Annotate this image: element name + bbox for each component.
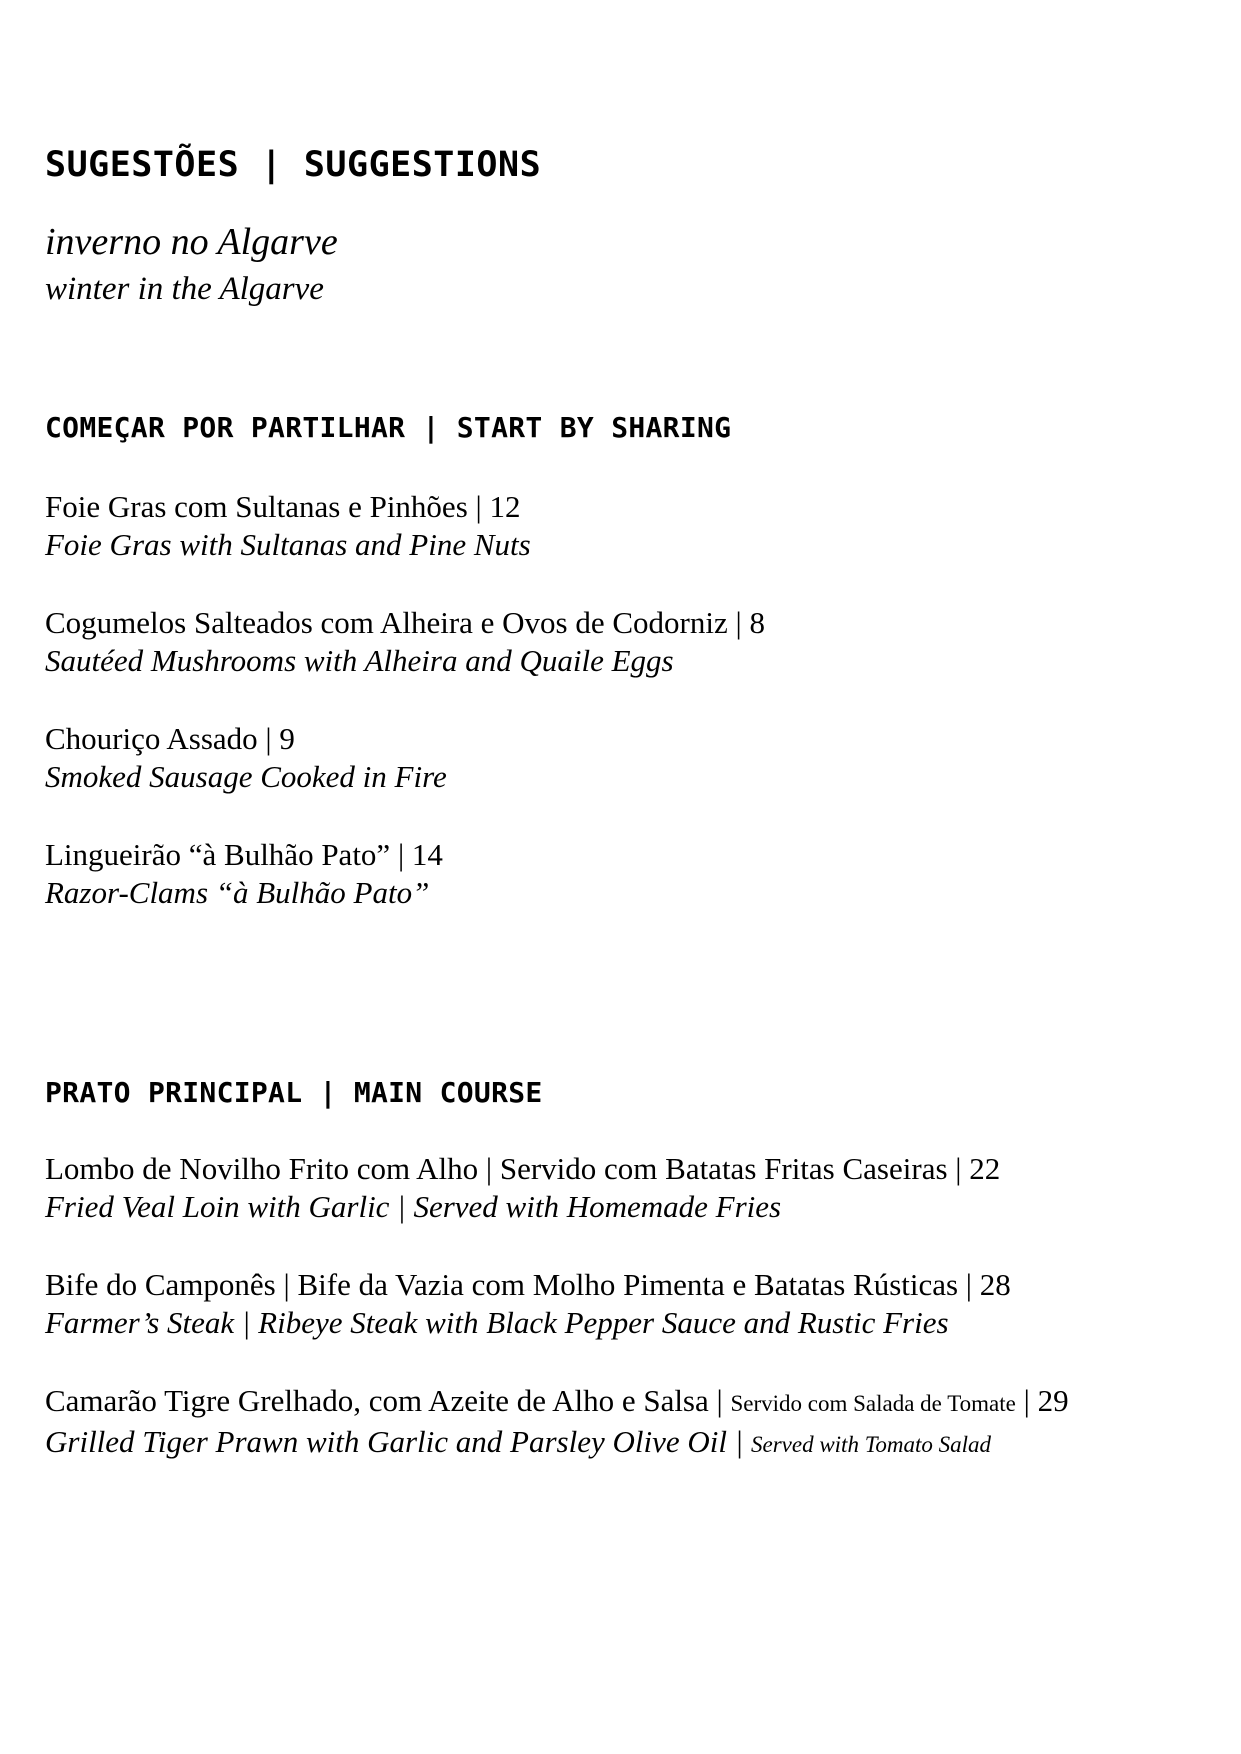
dish-name-pt: Lingueirão “à Bulhão Pato” | 14: [45, 837, 443, 872]
dish-name-en: Fried Veal Loin with Garlic | Served with Homemade Fries: [45, 1189, 782, 1224]
subtitle-english: winter in the Algarve: [45, 271, 324, 307]
dish-name-pt: Cogumelos Salteados com Alheira e Ovos de Codorniz | 8: [45, 605, 765, 640]
menu-item: [45, 1382, 1069, 1464]
menu-item: [45, 604, 765, 680]
dish-name-pt: Chouriço Assado | 9: [45, 721, 295, 756]
dish-name-pt: Bife do Camponês | Bife da Vazia com Molho Pimenta e Batatas Rústicas | 28: [45, 1267, 1011, 1302]
dish-main-pt: Camarão Tigre Grelhado, com Azeite de Alho e Salsa |: [45, 1383, 723, 1418]
dish-main-en: Grilled Tiger Prawn with Garlic and Parsley Olive Oil |: [45, 1424, 744, 1459]
dish-name-pt: [45, 1382, 1069, 1423]
menu-item: [45, 1266, 1011, 1342]
dish-note-pt: Servido com Salada de Tomate: [730, 1391, 1016, 1416]
menu-item: [45, 1150, 1000, 1226]
dish-name-en: [45, 1423, 1069, 1464]
dish-name-en: Razor-Clams “à Bulhão Pato”: [45, 875, 430, 910]
dish-name-en: Sautéed Mushrooms with Alheira and Quaile Eggs: [45, 643, 674, 678]
dish-name-en: Foie Gras with Sultanas and Pine Nuts: [45, 527, 531, 562]
page-title: SUGESTÕES | SUGGESTIONS: [45, 145, 542, 185]
dish-price: | 29: [1023, 1383, 1069, 1418]
dish-name-pt: Lombo de Novilho Frito com Alho | Servido com Batatas Fritas Caseiras | 22: [45, 1151, 1001, 1186]
section-heading-main-course: PRATO PRINCIPAL | MAIN COURSE: [45, 1076, 543, 1109]
dish-name-en: Smoked Sausage Cooked in Fire: [45, 759, 447, 794]
menu-item: [45, 488, 531, 564]
dish-name-pt: Foie Gras com Sultanas e Pinhões | 12: [45, 489, 521, 524]
dish-name-en: Farmer’s Steak | Ribeye Steak with Black Pepper Sauce and Rustic Fries: [45, 1305, 949, 1340]
menu-item: [45, 720, 447, 796]
dish-note-en: Served with Tomato Salad: [751, 1432, 992, 1457]
section-heading-start-by-sharing: COMEÇAR POR PARTILHAR | START BY SHARING: [45, 411, 732, 444]
subtitle-portuguese: inverno no Algarve: [45, 221, 338, 263]
menu-item: [45, 836, 443, 912]
